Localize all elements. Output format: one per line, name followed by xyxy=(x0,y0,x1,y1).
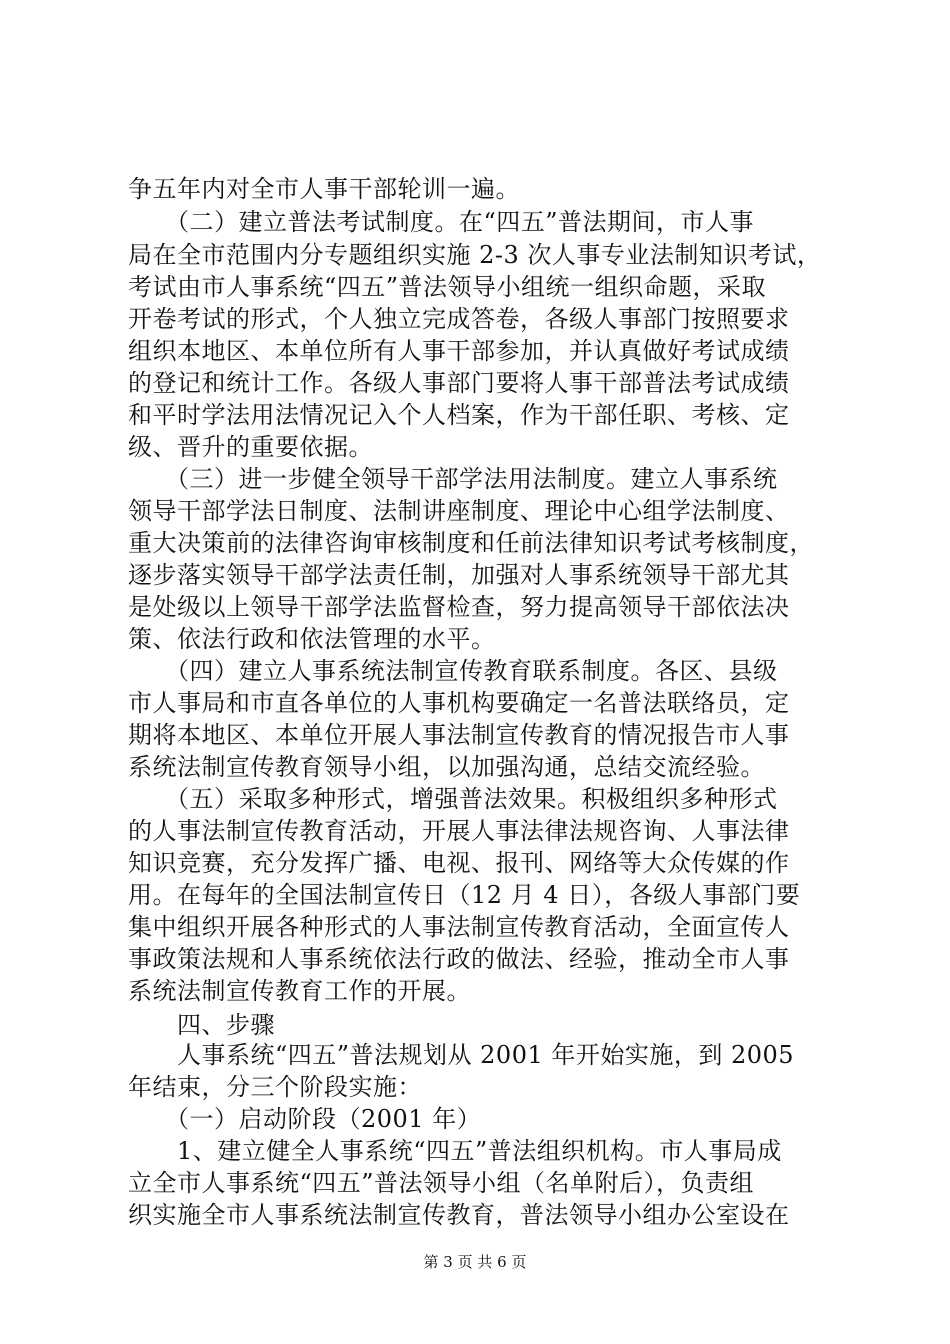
text-line: 系统法制宣传教育领导小组，以加强沟通，总结交流经验。 xyxy=(128,753,765,781)
text-line: 立全市人事系统“四五”普法领导小组（名单附后），负责组 xyxy=(128,1169,755,1197)
text-line: 领导干部学法日制度、法制讲座制度、理论中心组学法制度、 xyxy=(128,497,790,525)
text-line: （四）建立人事系统法制宣传教育联系制度。各区、县级 xyxy=(128,657,778,685)
text-line: （二）建立普法考试制度。在“四五”普法期间，市人事 xyxy=(128,208,755,236)
text-line: 用。在每年的全国法制宣传日（12 月 4 日），各级人事部门要 xyxy=(128,881,801,909)
text-line: 考试由市人事系统“四五”普法领导小组统一组织命题，采取 xyxy=(128,273,767,301)
text-line: 逐步落实领导干部学法责任制，加强对人事系统领导干部尤其 xyxy=(128,561,790,589)
text-line: 局在全市范围内分专题组织实施 2-3 次人事专业法制知识考试， xyxy=(128,241,822,269)
text-line: 开卷考试的形式，个人独立完成答卷，各级人事部门按照要求 xyxy=(128,305,790,333)
text-line: （三）进一步健全领导干部学法用法制度。建立人事系统 xyxy=(128,465,778,493)
text-line: （五）采取多种形式，增强普法效果。积极组织多种形式 xyxy=(128,785,778,813)
text-line: 知识竞赛，充分发挥广播、电视、报刊、网络等大众传媒的作 xyxy=(128,849,790,877)
text-line: 事政策法规和人事系统依法行政的做法、经验，推动全市人事 xyxy=(128,945,790,973)
text-line: 重大决策前的法律咨询审核制度和任前法律知识考试考核制度， xyxy=(128,529,814,557)
text-line: 的人事法制宣传教育活动，开展人事法律法规咨询、人事法律 xyxy=(128,817,790,845)
text-line: 期将本地区、本单位开展人事法制宣传教育的情况报告市人事 xyxy=(128,721,790,749)
text-line: 1、建立健全人事系统“四五”普法组织机构。市人事局成 xyxy=(128,1137,782,1165)
text-line: 织实施全市人事系统法制宣传教育，普法领导小组办公室设在 xyxy=(128,1201,790,1229)
text-line: 系统法制宣传教育工作的开展。 xyxy=(128,977,471,1005)
text-line: 策、依法行政和依法管理的水平。 xyxy=(128,625,496,653)
text-line: 人事系统“四五”普法规划从 2001 年开始实施，到 2005 xyxy=(128,1041,795,1069)
text-line: 和平时学法用法情况记入个人档案，作为干部任职、考核、定 xyxy=(128,401,790,429)
text-line: 的登记和统计工作。各级人事部门要将人事干部普法考试成绩 xyxy=(128,369,790,397)
text-line: 组织本地区、本单位所有人事干部参加，并认真做好考试成绩 xyxy=(128,337,790,365)
page-footer: 第 3 页 共 6 页 xyxy=(423,1253,527,1271)
text-line: 是处级以上领导干部学法监督检查，努力提高领导干部依法决 xyxy=(128,593,790,621)
subsection-heading: （一）启动阶段（2001 年） xyxy=(128,1105,482,1133)
text-line: 级、晋升的重要依据。 xyxy=(128,433,373,461)
text-line: 集中组织开展各种形式的人事法制宣传教育活动，全面宣传人 xyxy=(128,913,790,941)
text-line: 年结束，分三个阶段实施： xyxy=(128,1073,422,1101)
section-heading: 四、步骤 xyxy=(128,1011,275,1039)
text-line: 争五年内对全市人事干部轮训一遍。 xyxy=(128,175,520,203)
text-line: 市人事局和市直各单位的人事机构要确定一名普法联络员，定 xyxy=(128,689,790,717)
